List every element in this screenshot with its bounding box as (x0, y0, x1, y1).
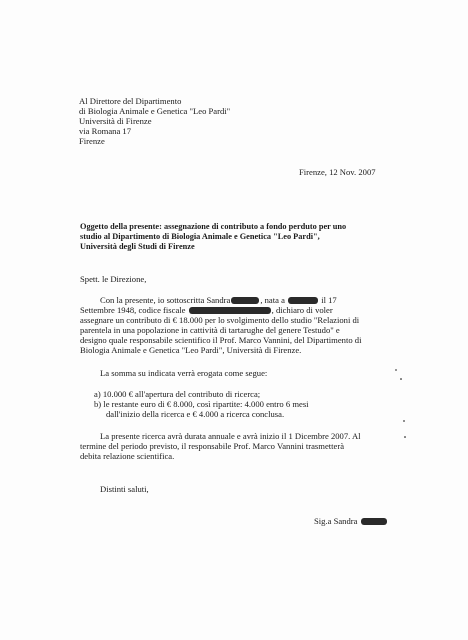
paragraph-line: Settembre 1948, codice fiscale , dichiaro di voler (80, 305, 333, 315)
signature-line: Sig.a Sandra (314, 516, 388, 526)
paragraph-line: Biologia Animale e Genetica "Leo Pardi", Università di Firenze. (80, 345, 302, 355)
redaction-mark (288, 297, 318, 304)
scan-speck (403, 420, 405, 422)
salutation: Spett. le Direzione, (80, 274, 147, 284)
list-item: b) le restante euro di € 8.000, così ripartite: 4.000 entro 6 mesi (94, 399, 309, 409)
subject-line: studio al Dipartimento di Biologia Animale e Genetica "Leo Pardi", (80, 232, 320, 241)
closing: Distinti saluti, (100, 484, 149, 494)
paragraph-line: Con la presente, io sottoscritta Sandra , nata a il 17 (100, 295, 337, 305)
recipient-line: Università di Firenze (79, 116, 152, 126)
paragraph-line: La presente ricerca avrà durata annuale e avrà inizio il 1 Dicembre 2007. Al (100, 431, 361, 441)
redaction-mark (361, 518, 387, 525)
recipient-line: Al Direttore del Dipartimento (79, 96, 182, 106)
paragraph-line: parentela in una popolazione in cattività di tartarughe del genere Testudo" e (80, 325, 340, 335)
subject-line: Università degli Studi di Firenze (80, 242, 195, 251)
list-item: a) 10.000 € all'apertura del contributo di ricerca; (94, 389, 261, 399)
paragraph-line: termine del periodo previsto, il responsabile Prof. Marco Vannini trasmetterà (80, 441, 345, 451)
paragraph-line: assegnare un contributo di € 18.000 per lo svolgimento dello studio "Relazioni di (80, 315, 360, 325)
list-item: dall'inizio della ricerca e € 4.000 a ricerca conclusa. (106, 409, 285, 419)
body-paragraph-2: La somma su indicata verrà erogata come segue: (100, 368, 268, 378)
redaction-mark (231, 297, 259, 304)
recipient-line: di Biologia Animale e Genetica "Leo Pardi" (79, 106, 231, 116)
letter-date: Firenze, 12 Nov. 2007 (299, 167, 376, 177)
recipient-line: Firenze (79, 136, 105, 146)
paragraph-line: debita relazione scientifica. (80, 451, 175, 461)
scan-speck (395, 369, 397, 371)
subject-line: Oggetto della presente: assegnazione di contributo a fondo perduto per uno (80, 222, 347, 231)
scan-speck (400, 378, 402, 380)
scan-speck (404, 436, 406, 438)
paragraph-line: designo quale responsabile scientifico il Prof. Marco Vannini, del Dipartimento di (80, 335, 362, 345)
redaction-mark (189, 307, 271, 314)
recipient-line: via Romana 17 (79, 126, 132, 136)
